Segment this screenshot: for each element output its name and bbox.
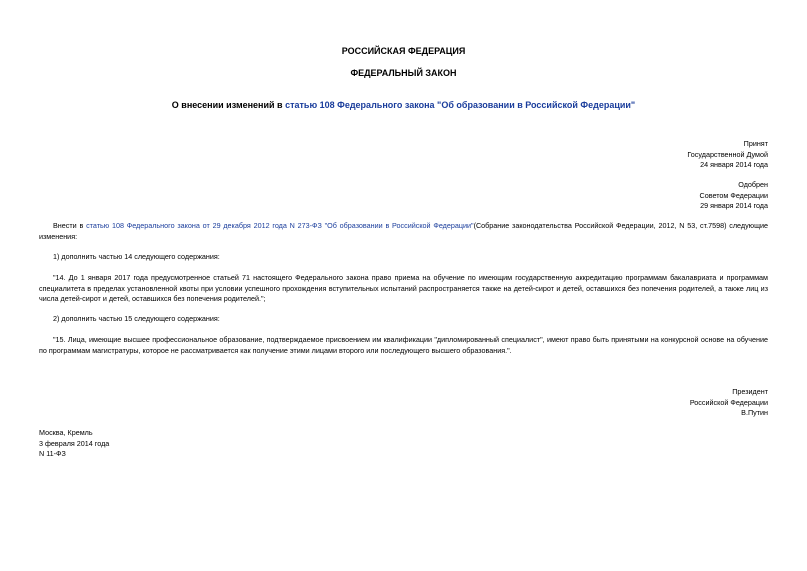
approval-line-1: Одобрен xyxy=(738,180,768,189)
footer-date: 3 февраля 2014 года xyxy=(39,438,110,448)
adoption-line-2: Государственной Думой xyxy=(687,149,768,159)
adoption-line-3: 24 января 2014 года xyxy=(700,160,768,169)
approval-line-2: Советом Федерации xyxy=(699,190,768,200)
footer-block xyxy=(39,428,109,460)
adoption-line-1: Принят xyxy=(743,139,768,148)
approval-block xyxy=(700,180,768,212)
intro-paragraph xyxy=(39,221,768,242)
intro-link[interactable]: статью 108 Федерального закона от 29 декабря 2012 года N 273-ФЗ "Об образовании в Российской Федерации" xyxy=(86,221,474,230)
signature-line-2: Российской Федерации xyxy=(689,397,768,407)
country-heading: РОССИЙСКАЯ ФЕДЕРАЦИЯ xyxy=(341,46,466,56)
footer-place: Москва, Кремль xyxy=(39,428,93,437)
intro-suffix: (Собрание законодательства Российской Федерации, 2012, N 53, ст.7598) следующие изменения: xyxy=(39,221,768,241)
doc-type-heading: ФЕДЕРАЛЬНЫЙ ЗАКОН xyxy=(350,68,457,78)
law-title-prefix: О внесении изменений в xyxy=(171,100,286,110)
item-2-heading: 2) дополнить частью 15 следующего содержания: xyxy=(53,314,220,323)
item-2-text: "15. Лица, имеющие высшее профессиональное образование, подтверждаемое присвоением им квалификации "дипломированный специалист", имеют право быть принятыми на конкурсной основе на обучение по программам магистратуры, которое не рассматривается как получение этими лицами второго или последующего высшего образования.". xyxy=(39,335,768,355)
item-1-heading: 1) дополнить частью 14 следующего содержания: xyxy=(53,252,220,261)
approval-line-3: 29 января 2014 года xyxy=(700,201,768,210)
signature-line-3: В.Путин xyxy=(741,408,768,417)
law-title xyxy=(0,100,807,110)
item-1-text: "14. До 1 января 2017 года предусмотренное статьей 71 настоящего Федерального закона право приема на обучение по имеющим государственную аккредитацию программам бакалавриата и программам специалитета в пределах установленной квоты при условии успешного прохождения вступительных испытаний распространяется также на детей-сирот и детей, оставшихся без попечения родителей, а также лиц из числа детей-сирот и детей, оставшихся без попечения родителей."; xyxy=(39,273,768,304)
footer-number: N 11-ФЗ xyxy=(39,449,66,458)
signature-block xyxy=(690,387,768,419)
adoption-block xyxy=(687,139,768,171)
signature-line-1: Президент xyxy=(732,387,768,396)
intro-prefix: Внести в xyxy=(53,221,87,230)
law-title-link[interactable]: статью 108 Федерального закона "Об образовании в Российской Федерации" xyxy=(285,100,636,110)
